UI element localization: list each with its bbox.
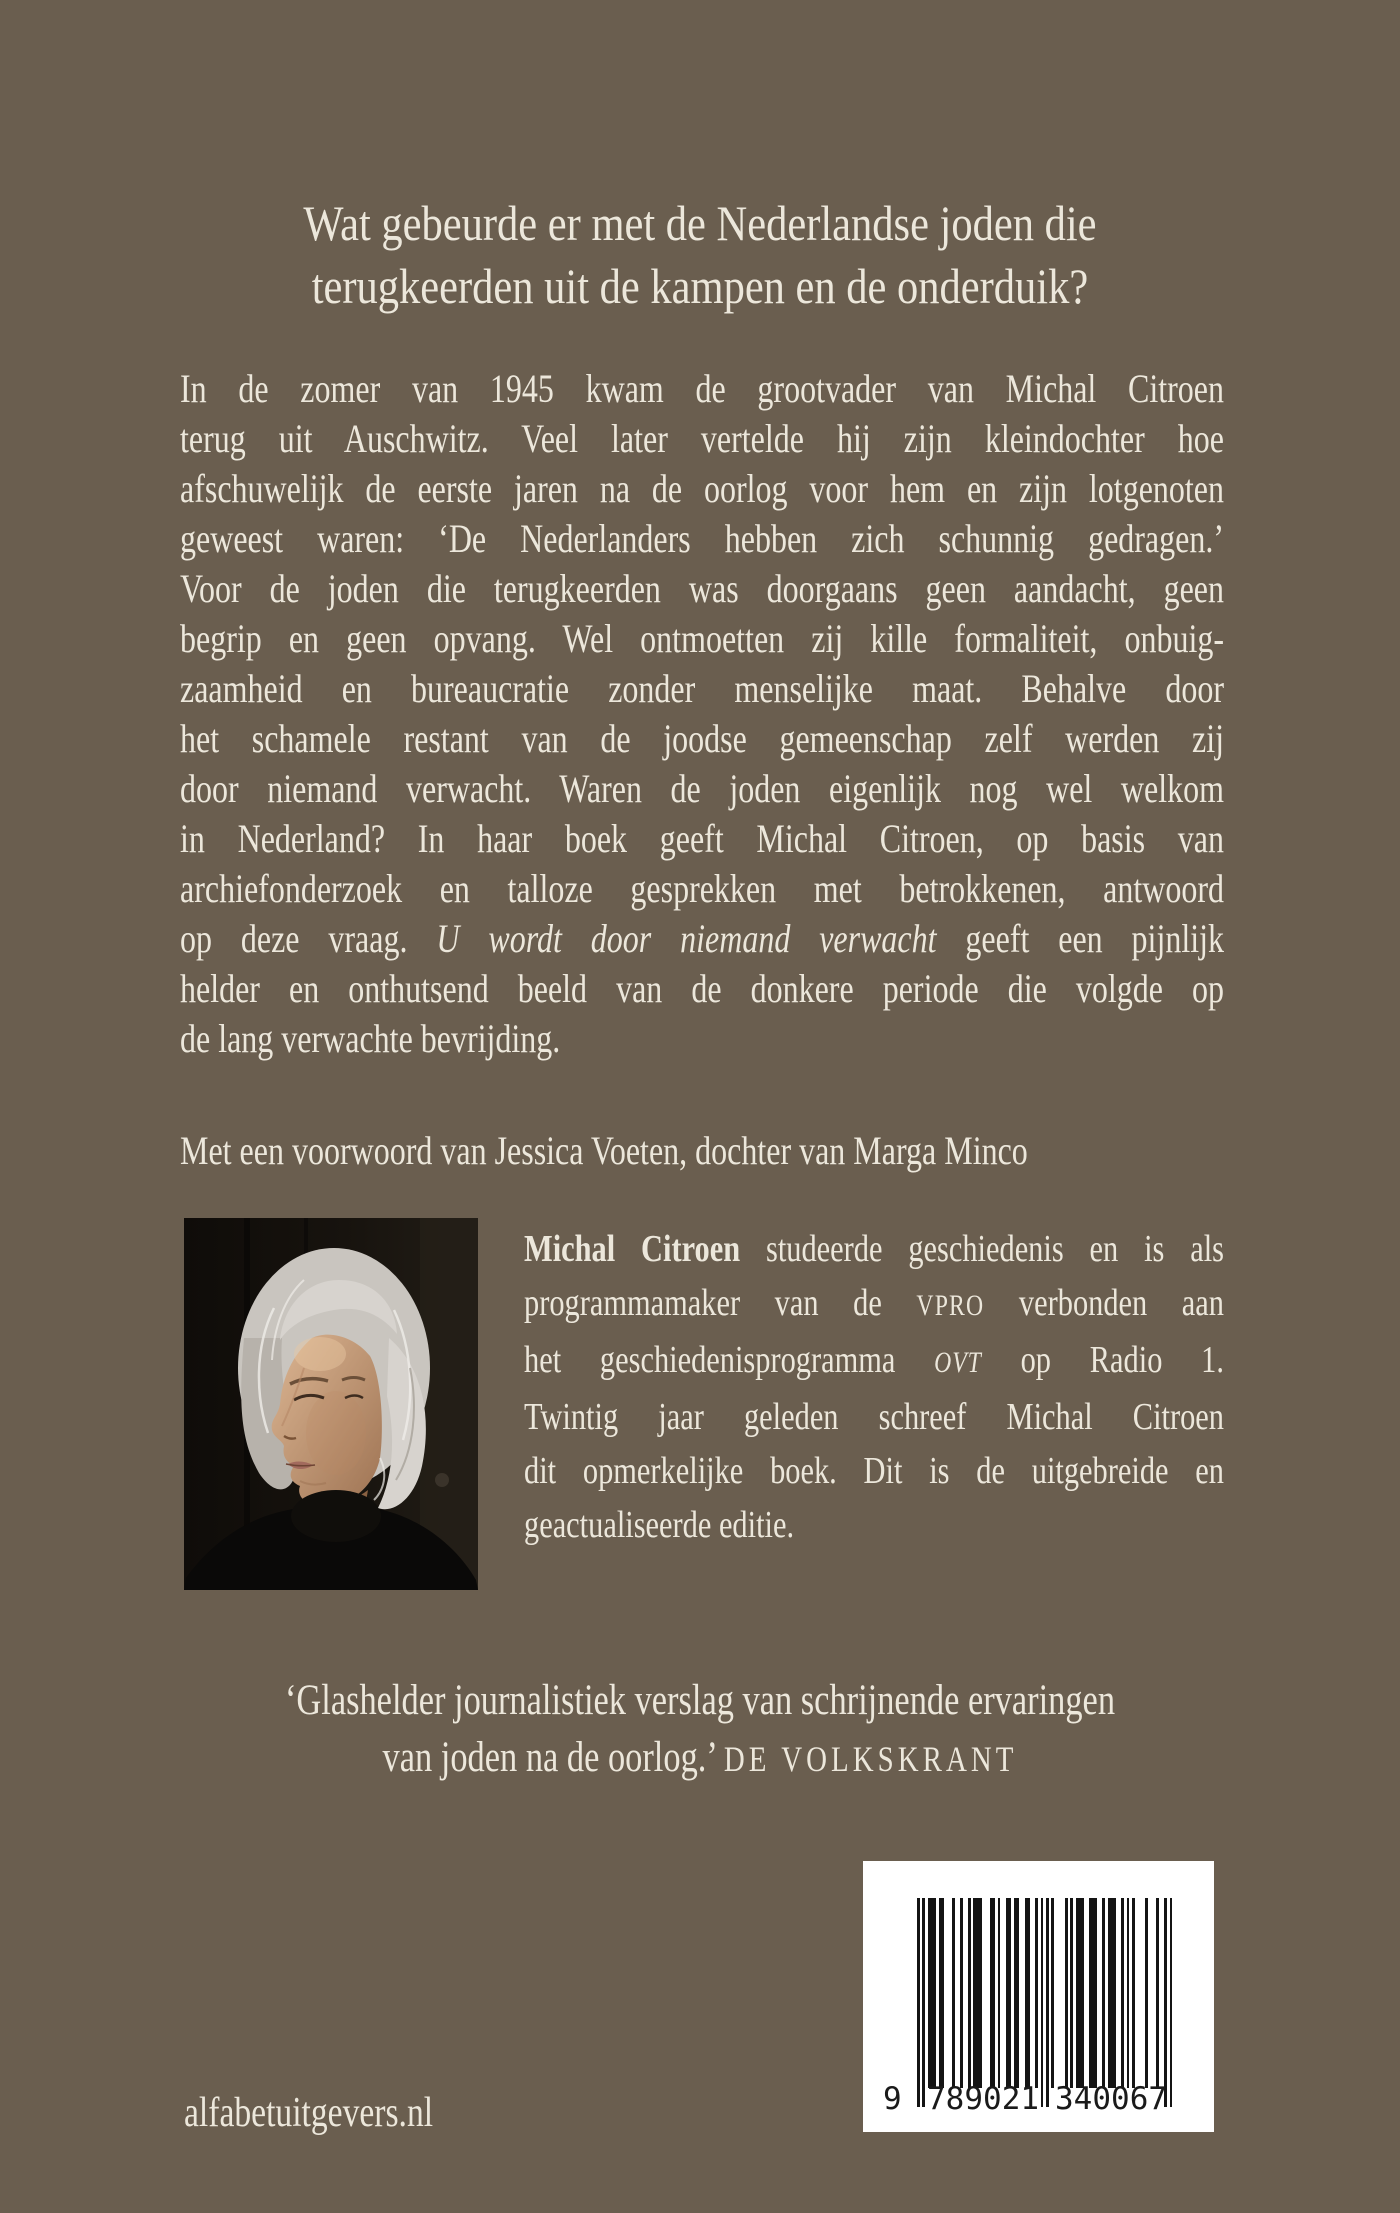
text-line	[180, 964, 1224, 1014]
barcode-digit: 0	[1111, 2081, 1130, 2117]
barcode-bars	[917, 1898, 1173, 2107]
foreword-note	[180, 1126, 1224, 1176]
barcode-digit: 2	[1001, 2081, 1021, 2117]
text-line	[180, 864, 1224, 914]
text-line	[524, 1222, 1224, 1276]
text-segment: studeerde geschiedenis en is als	[740, 1228, 1224, 1270]
barcode-digits-group2	[1055, 2081, 1168, 2117]
text-line	[180, 514, 1224, 564]
text-segment: U wordt door niemand verwacht	[436, 916, 937, 961]
text-segment: VPRO	[916, 1290, 985, 1322]
text-line	[180, 1126, 1224, 1176]
text-segment: zaamheid en bureaucratie zonder menselijke maat. Behalve door	[180, 666, 1224, 711]
text-segment: het geschiedenisprogramma	[524, 1339, 935, 1381]
text-line	[0, 192, 1400, 255]
author-portrait-illustration	[184, 1218, 478, 1590]
text-line	[180, 664, 1224, 714]
text-line	[180, 714, 1224, 764]
text-segment: op Radio 1.	[981, 1339, 1224, 1381]
barcode-module	[1170, 1898, 1173, 2107]
text-segment: In de zomer van 1945 kwam de grootvader van Michal Citroen	[180, 366, 1224, 411]
text-segment: begrip en geen opvang. Wel ontmoetten zij kille formaliteit, onbuig-	[180, 616, 1224, 661]
text-segment: archiefonderzoek en talloze gesprekken met betrokkenen, antwoord	[180, 866, 1224, 911]
press-quote	[184, 1672, 1216, 1788]
barcode-digit: 0	[1092, 2081, 1112, 2117]
text-segment: ‘Glashelder journalistiek verslag van schrijnende ervaringen	[284, 1677, 1116, 1724]
text-line	[180, 364, 1224, 414]
barcode-digit: 1	[1020, 2081, 1040, 2117]
barcode-digit: 6	[1129, 2081, 1149, 2117]
barcode-digit: 4	[1073, 2081, 1093, 2117]
text-segment: programmamaker van de	[524, 1282, 917, 1324]
barcode-digit: 7	[927, 2081, 946, 2117]
text-line	[184, 1729, 1216, 1788]
barcode-digit: 3	[1055, 2081, 1074, 2117]
text-segment: in Nederland? In haar boek geeft Michal Citroen, op basis van	[180, 816, 1224, 861]
text-segment: terugkeerden uit de kampen en de onderduik?	[311, 258, 1089, 314]
text-line	[524, 1333, 1224, 1390]
barcode-digit-lead	[883, 2083, 905, 2116]
text-segment: OVT	[934, 1347, 982, 1379]
author-bio	[524, 1222, 1224, 1552]
text-line	[180, 464, 1224, 514]
text-line	[180, 614, 1224, 664]
text-segment: door niemand verwacht. Waren de joden eigenlijk nog wel welkom	[180, 766, 1224, 811]
text-segment: Met een voorwoord van Jessica Voeten, dochter van Marga Minco	[180, 1128, 1028, 1173]
text-line	[180, 764, 1224, 814]
text-segment: helder en onthutsend beeld van de donkere periode die volgde op	[180, 966, 1224, 1011]
text-line	[524, 1498, 1224, 1552]
text-line	[180, 564, 1224, 614]
headline	[0, 192, 1400, 318]
text-line	[0, 255, 1400, 318]
text-segment: Twintig jaar geleden schreef Michal Citroen	[524, 1396, 1224, 1438]
barcode-digits-group1	[927, 2081, 1040, 2117]
barcode-digit: 9	[964, 2081, 984, 2117]
text-line	[524, 1276, 1224, 1333]
text-segment: Michal Citroen	[524, 1228, 741, 1270]
text-segment: het schamele restant van de joodse gemeenschap zelf werden zij	[180, 716, 1224, 761]
text-segment: geactualiseerde editie.	[524, 1504, 795, 1546]
text-segment: op deze vraag.	[180, 916, 437, 961]
synopsis-text	[180, 364, 1224, 1064]
text-segment: dit opmerkelijke boek. Dit is de uitgebreide en	[524, 1450, 1224, 1492]
text-segment: de lang verwachte bevrijding.	[180, 1016, 561, 1061]
author-photo	[184, 1218, 478, 1590]
text-line	[180, 814, 1224, 864]
text-segment: verbonden aan	[984, 1282, 1224, 1324]
text-segment: geweest waren: ‘De Nederlanders hebben zich schunnig gedragen.’	[180, 516, 1224, 561]
turtleneck-collar	[291, 1490, 381, 1542]
text-line	[184, 1672, 1216, 1729]
publisher-url: alfabetuitgevers.nl	[184, 2090, 434, 2136]
barcode-digit: 9	[883, 2081, 902, 2117]
barcode	[863, 1861, 1214, 2132]
barcode-digit: 7	[1148, 2081, 1168, 2117]
barcode-digit: 8	[945, 2081, 965, 2117]
text-segment: Wat gebeurde er met de Nederlandse joden die	[303, 195, 1097, 251]
text-segment: DE VOLKSKRANT	[723, 1739, 1018, 1779]
text-line	[180, 914, 1224, 964]
barcode-digit: 0	[983, 2081, 1002, 2117]
door-knob	[435, 1473, 449, 1487]
text-segment: van joden na de oorlog.’	[382, 1734, 724, 1781]
text-segment: geeft een pijnlijk	[936, 916, 1225, 961]
text-segment: Voor de joden die terugkeerden was doorgaans geen aandacht, geen	[180, 566, 1224, 611]
text-segment: afschuwelijk de eerste jaren na de oorlog voor hem en zijn lotgenoten	[180, 466, 1224, 511]
text-segment: terug uit Auschwitz. Veel later vertelde hij zijn kleindochter hoe	[180, 416, 1224, 461]
text-line	[524, 1444, 1224, 1498]
text-line	[524, 1390, 1224, 1444]
text-line	[180, 1014, 1224, 1064]
text-line	[180, 414, 1224, 464]
